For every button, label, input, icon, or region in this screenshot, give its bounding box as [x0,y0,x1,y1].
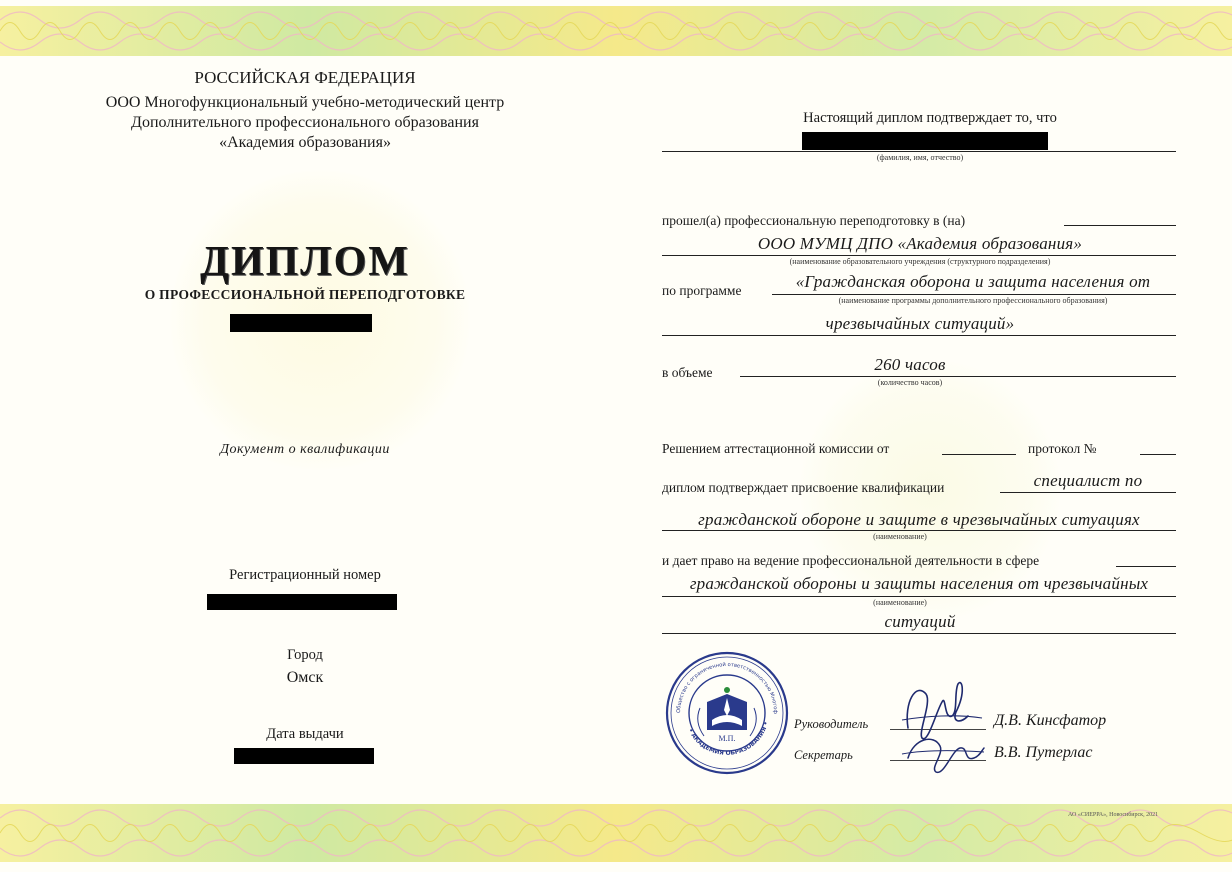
retraining-line-short [1064,225,1176,226]
redacted-full-name [802,132,1048,150]
redacted-diploma-number [230,314,372,332]
city-label: Город [287,647,323,663]
institution-caption: (наименование образовательного учреждения (структурного подразделения) [789,257,1051,266]
head-name: Д.В. Кинсфатор [994,712,1107,729]
program-line-2: чрезвычайных ситуаций» [825,314,1015,333]
issue-date-label: Дата выдачи [266,726,344,742]
sphere-caption: (наименование) [873,598,927,607]
program-line-1: «Гражданская оборона и защита населения от [795,272,1151,291]
document-type-label: Документ о квалификации [220,442,390,457]
program-label: по программе [662,283,742,298]
decision-date-line [942,454,1016,455]
secretary-signature [900,728,986,778]
volume-value: 260 часов [874,355,946,374]
registration-number-label: Регистрационный номер [229,567,381,583]
program-caption: (наименование программы дополнительного профессионального образования) [838,296,1108,305]
org-line-3: «Академия образования» [219,134,391,151]
seal-bottom-text: • АКАДЕМИЯ ОБРАЗОВАНИЯ • [686,720,770,757]
rights-label: и дает право на ведение профессиональной деятельности в сфере [662,553,1040,568]
top-guilloche-band [0,0,1232,62]
printer-imprint: АО «СИЕРРА», Новосибирск, 2021 [1068,812,1159,818]
program-line-1-rule [772,294,1176,295]
retraining-label: прошел(а) профессиональную переподготовку в (на) [662,213,966,228]
qualification-line-1-rule [1000,492,1176,493]
volume-caption: (количество часов) [877,378,943,387]
city-value: Омск [286,669,324,686]
rights-line-short [1116,566,1176,567]
sphere-line-2: ситуаций [884,612,956,631]
country-name: РОССИЙСКАЯ ФЕДЕРАЦИЯ [194,68,416,87]
organization-seal [664,650,790,776]
institution-line [662,255,1176,256]
qualification-line-1: специалист по [1033,471,1143,490]
redacted-issue-date [234,748,374,764]
sphere-line-1: гражданской обороны и защиты населения от чрезвычайных [689,574,1149,593]
institution-name: ООО МУМЦ ДПО «Академия образования» [757,234,1083,253]
secretary-name: В.В. Путерлас [994,744,1093,761]
program-line-2-rule [662,335,1176,336]
head-label: Руководитель [794,717,869,731]
volume-label: в объеме [662,365,713,380]
full-name-line [662,151,1176,152]
redacted-registration-number [207,594,397,610]
org-line-2: Дополнительного профессионального образования [131,114,479,131]
bottom-guilloche-band [0,800,1232,868]
full-name-caption: (фамилия, имя, отчество) [876,153,964,162]
diploma-subtitle: О ПРОФЕССИОНАЛЬНОЙ ПЕРЕПОДГОТОВКЕ [144,287,466,302]
qualification-line-2-rule [662,530,1176,531]
qualification-label: диплом подтверждает присвоение квалификации [662,480,945,495]
org-line-1: ООО Многофункциональный учебно-методический центр [105,94,505,111]
sphere-line-2-rule [662,633,1176,634]
secretary-label: Секретарь [794,748,853,762]
protocol-number-line [1140,454,1176,455]
volume-line [740,376,1176,377]
confirmation-intro: Настоящий диплом подтверждает то, что [803,110,1057,126]
seal-ring-text: Общество с ограниченной ответственностью Многоф [675,661,779,714]
protocol-label: протокол № [1028,441,1097,456]
decision-label: Решением аттестационной комиссии от [662,441,890,456]
sphere-line-1-rule [662,596,1176,597]
seal-mp-text: М.П. [718,734,736,743]
qualification-line-2: гражданской обороне и защите в чрезвычайных ситуациях [698,510,1140,529]
diploma-title: ДИПЛОМ [200,239,410,285]
qualification-caption: (наименование) [873,532,927,541]
